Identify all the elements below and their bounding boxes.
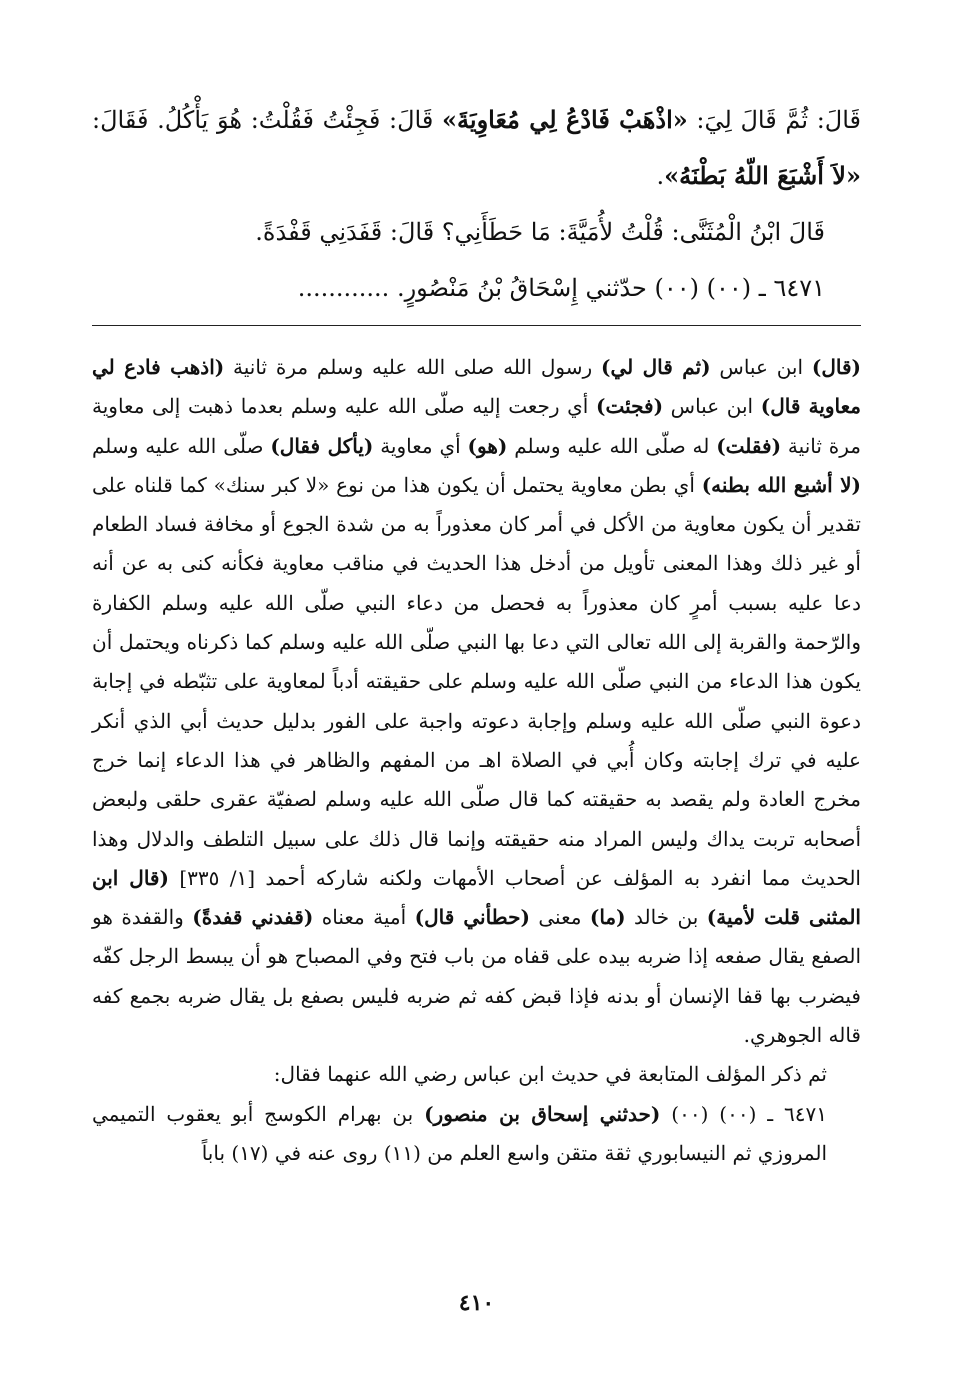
quoted-matn: (هو) [467, 433, 508, 458]
quoted-matn: (فجئت) [595, 394, 664, 419]
commentary-text: بن بهرام الكوسج أبو يعقوب التميمي المروزي ثم النيسابوري ثقة متقن واسع العلم من (١١) روى عنه في (١٧) باباً [92, 1101, 827, 1165]
prophetic-quote: «اذْهَبْ فَادْعُ لِي مُعَاوِيَةَ» [442, 105, 688, 134]
commentary-text: ثم ذكر المؤلف المتابعة في حديث ابن عباس رضي الله عنهما فقال: [273, 1062, 827, 1087]
section-divider [92, 325, 861, 326]
quoted-matn: (فقلت) [716, 433, 782, 458]
hadith-segment: . [656, 162, 665, 190]
commentary-text: أمية معناه [313, 905, 415, 930]
quoted-matn: (لا أشبع الله بطنه) [701, 472, 861, 497]
hadith-line [92, 92, 861, 204]
hadith-line: قَالَ ابْنُ الْمُثَنَّى: قُلْتُ لأُمَيَّةَ: مَا حَطَأَنِي؟ قَالَ: قَفَدَنِي قَفْدَةً. [255, 218, 825, 246]
commentary-text: ابن عباس [710, 355, 812, 379]
quoted-matn: (اذهب فادع لي معاوية قال) [92, 355, 862, 419]
commentary-text: ٦٤٧١ ـ (٠٠) (٠٠) [660, 1101, 827, 1126]
quoted-matn: (ثم قال لي) [600, 355, 711, 379]
quoted-matn: (قال ابن المثنى قلت لأمية) [92, 865, 861, 930]
commentary-text: بن خالد [625, 905, 707, 930]
commentary-text: معنى [529, 905, 590, 930]
commentary-text: أي معاوية [373, 433, 468, 458]
commentary-paragraph [92, 1055, 861, 1094]
quoted-matn: (حطأني قال) [414, 905, 530, 930]
commentary-text: أي رجعت إليه صلّى الله عليه وسلم بعدما ذهبت إلى معاوية مرة ثانية [92, 394, 861, 458]
hadith-segment: قَالَ: فَجِئْتُ فَقُلْتُ: هُوَ يَأْكُلُ. فَقَالَ: [92, 106, 443, 134]
quoted-matn: (يأكل فقال) [270, 433, 374, 458]
hadith-isnad-line: ٦٤٧١ ـ (٠٠) (٠٠) حدّثني إِسْحَاقُ بْنُ مَنْصُورٍ. ............ [297, 274, 825, 302]
commentary-text: ابن عباس [663, 394, 761, 419]
quoted-matn: (حدثني إسحاق بن منصور) [424, 1101, 661, 1126]
quoted-matn: (ما) [589, 905, 626, 930]
quoted-matn: (قال) [811, 355, 861, 379]
commentary-text: أي بطن معاوية يحتمل أن يكون هذا من نوع «لا كبر سنك» كما قلناه على تقدير أن يكون معاوية من الأكل في أمر كان معذوراً به من شدة الجوع أو مخافة فساد الطعام أو غير ذلك وهذا المعنى تأويل من أدخل هذا الحديث في مناقب معاوية فكأنه كنى به عن أنه دعا عليه بسبب أمرٍ كان معذوراً به فحصل من دعاء النبي صلّى الله عليه وسلم الكفارة والرّحمة والقربة إلى الله تعالى التي دعا بها النبي صلّى الله عليه وسلم كما ذكرناه ويحتمل أن يكون هذا الدعاء من النبي صلّى الله عليه وسلم على حقيقته أدباً لمعاوية على تثبّطه في إجابة دعوة النبي صلّى الله عليه وسلم وإجابة دعوته واجبة على الفور بدليل حديث أبي الذي أنكر عليه في ترك إجابته وكان أُبي في الصلاة اهـ من المفهم والظاهر في هذا الدعاء إنما خرج مخرج العادة ولم يقصد به حقيقته كما قال صلّى الله عليه وسلم لصفيّة عقرى حلقى ولبعض أصحابه تربت يداك وليس المراد منه حقيقته وإنما قال ذلك على سبيل التلطف والدلال وهذا الحديث مما انفرد به المؤلف عن أصحاب الأمهات ولكنه شاركه أحمد [١/ ٣٣٥] [92, 472, 861, 890]
quoted-matn: (قفدني قفدةً) [192, 905, 314, 930]
page-number: ٤١٠ [458, 1290, 495, 1316]
prophetic-quote: «لاَ أَشْبَعَ اللّهُ بَطْنَهُ» [664, 161, 861, 190]
hadith-segment: قَالَ: ثُمَّ قَالَ لِيَ: [687, 106, 862, 134]
commentary-paragraph [92, 1095, 861, 1174]
hadith-text [92, 92, 861, 316]
commentary-paragraph [92, 348, 861, 1055]
commentary-text: رسول الله صلى الله عليه وسلم مرة ثانية [224, 355, 601, 379]
commentary-text: والقفدة هو الصفع يقال صفعه إذا ضربه بيده على قفاه من باب فتح وفي المصباح هو أن يبسط الرجل كفّه فيضرب بها قفا الإنسان أو بدنه فإذا قبض كفه ثم ضربه فليس بصفع بل يقال ضربه بجمع كفه قاله الجوهري. [92, 905, 861, 1048]
commentary-text: له صلّى الله عليه وسلم [507, 433, 717, 458]
commentary-text: صلّى الله عليه وسلم [92, 433, 271, 458]
commentary [92, 348, 861, 1173]
